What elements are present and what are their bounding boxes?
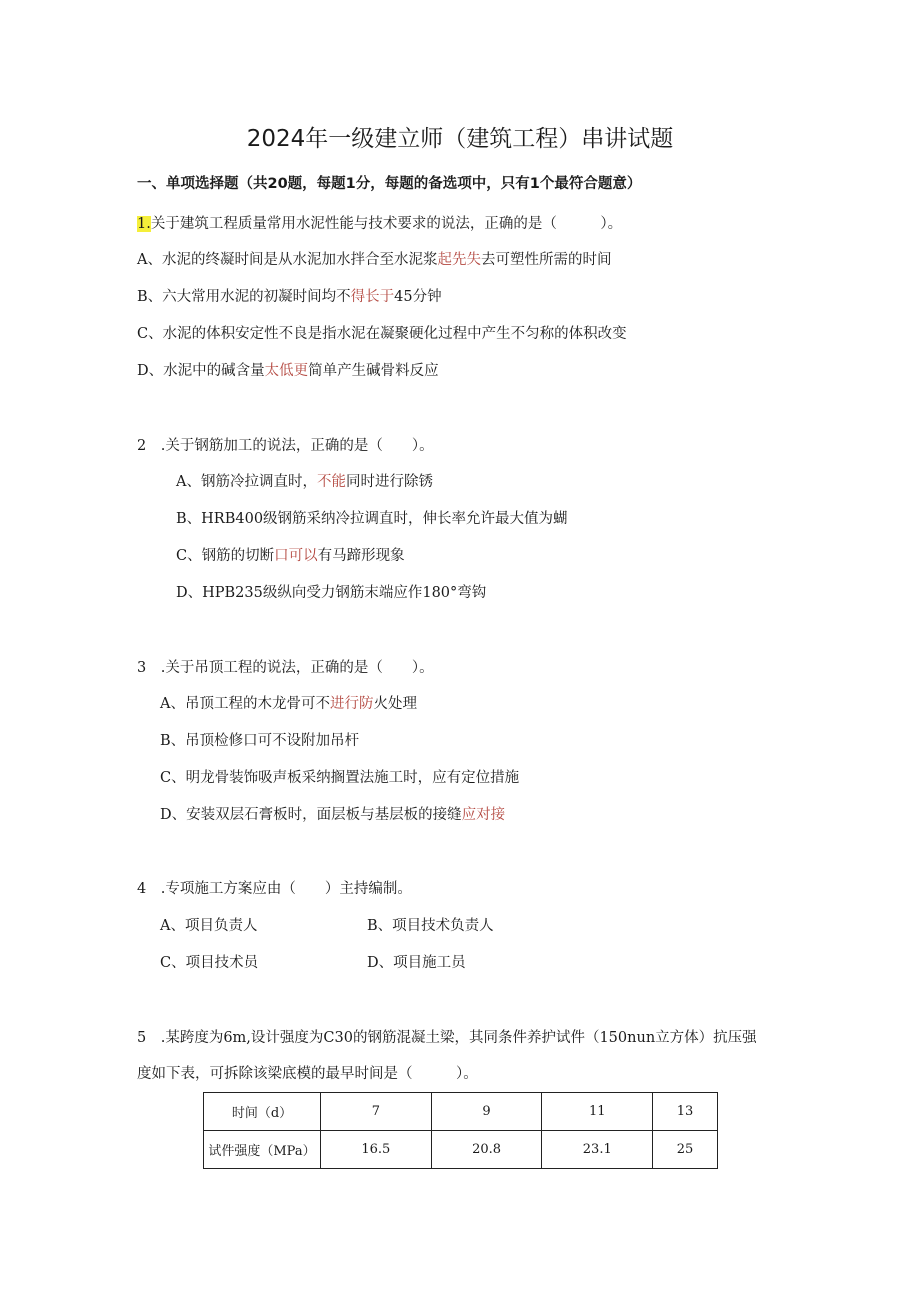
option-text: A、吊顶工程的木龙骨可不 [160, 696, 330, 712]
table-cell: 13 [653, 1093, 718, 1131]
table-cell: 23.1 [542, 1131, 653, 1169]
option-red-text: 得长于 [350, 289, 395, 305]
option-red-text: 不能 [316, 474, 346, 490]
question-3-option-a [160, 694, 417, 714]
question-4-option-d: D、项目施工员 [367, 955, 466, 971]
table-cell: 16.5 [321, 1131, 432, 1169]
question-4-stem: 4 .专项施工方案应由（ ）主持编制。 [137, 881, 412, 897]
table-header-cell: 试件强度（MPa） [204, 1131, 321, 1169]
question-2-option-b: B、HRB400级钢筋采纳冷拉调直时，伸长率允许最大值为蝴 [176, 511, 568, 527]
option-text: A、钢筋冷拉调直时， [176, 474, 317, 490]
question-1-option-b [137, 287, 442, 307]
option-text: B、六大常用水泥的初凝时间均不 [137, 289, 351, 305]
question-5-stem-line-2: 度如下表，可拆除该梁底模的最早时间是（ ）。 [137, 1066, 478, 1082]
question-4-option-c: C、项目技术员 [160, 955, 259, 971]
question-2-option-a [176, 472, 433, 492]
table-cell: 25 [653, 1131, 718, 1169]
table-row [204, 1131, 718, 1169]
question-3-stem: 3 .关于吊顶工程的说法，正确的是（ ）。 [137, 660, 434, 676]
option-red-text: 进行防 [329, 696, 374, 712]
option-text: 火处理 [373, 696, 417, 712]
question-1-option-a [137, 250, 611, 270]
option-text: 有马蹄形现象 [317, 548, 405, 564]
option-text: A、水泥的终凝时间是从水泥加水拌合至水泥浆 [137, 252, 438, 268]
question-4-option-b: B、项目技术负责人 [367, 918, 494, 934]
question-1-text: 关于建筑工程质量常用水泥性能与技术要求的说法，正确的是（ ）。 [150, 216, 623, 232]
option-text: D、水泥中的碱含量 [137, 363, 265, 379]
question-2-option-d: D、HPB235级纵向受力钢筋末端应作180°弯钩 [176, 585, 487, 601]
question-1-number: 1. [137, 216, 151, 232]
option-red-text: 起先失 [437, 252, 481, 268]
question-1-stem [137, 214, 622, 234]
option-red-text: 应对接 [461, 807, 506, 823]
option-text: D、安装双层石膏板时，面层板与基层板的接缝 [160, 807, 462, 823]
strength-table [203, 1092, 718, 1169]
section-heading: 一、单项选择题（共20题，每题1分，每题的备选项中，只有1个最符合题意） [137, 176, 642, 192]
table-cell: 9 [431, 1093, 542, 1131]
question-3-option-b: B、吊顶检修口可不设附加吊杆 [160, 733, 360, 749]
question-5-stem-line-1: 5 .某跨度为6m,设计强度为C30的钢筋混凝土梁，其同条件养护试件（150nun立方体）抗压强 [137, 1030, 757, 1046]
question-2-option-c [176, 546, 405, 566]
option-red-text: 口可以 [274, 548, 318, 564]
table-header-cell: 时间（d） [204, 1093, 321, 1131]
table-row [204, 1093, 718, 1131]
table-cell: 11 [542, 1093, 653, 1131]
option-red-text: 太低更 [264, 363, 309, 379]
option-text: C、钢筋的切断 [176, 548, 275, 564]
question-1-option-c: C、水泥的体积安定性不良是指水泥在凝聚硬化过程中产生不匀称的体积改变 [137, 326, 627, 342]
option-text: 同时进行除锈 [345, 474, 433, 490]
question-4-option-a: A、项目负责人 [160, 918, 258, 934]
page-title: 2024年一级建立师（建筑工程）串讲试题 [246, 126, 674, 152]
question-3-option-d [160, 805, 505, 825]
table-cell: 7 [321, 1093, 432, 1131]
table-cell: 20.8 [431, 1131, 542, 1169]
option-text: 45分钟 [394, 289, 442, 305]
question-1-option-d [137, 361, 439, 381]
option-text: 简单产生碱骨料反应 [308, 363, 439, 379]
question-3-option-c: C、明龙骨装饰吸声板采纳搁置法施工时，应有定位措施 [160, 770, 520, 786]
option-text: 去可塑性所需的时间 [480, 252, 612, 268]
question-2-stem: 2 .关于钢筋加工的说法，正确的是（ ）。 [137, 438, 434, 454]
